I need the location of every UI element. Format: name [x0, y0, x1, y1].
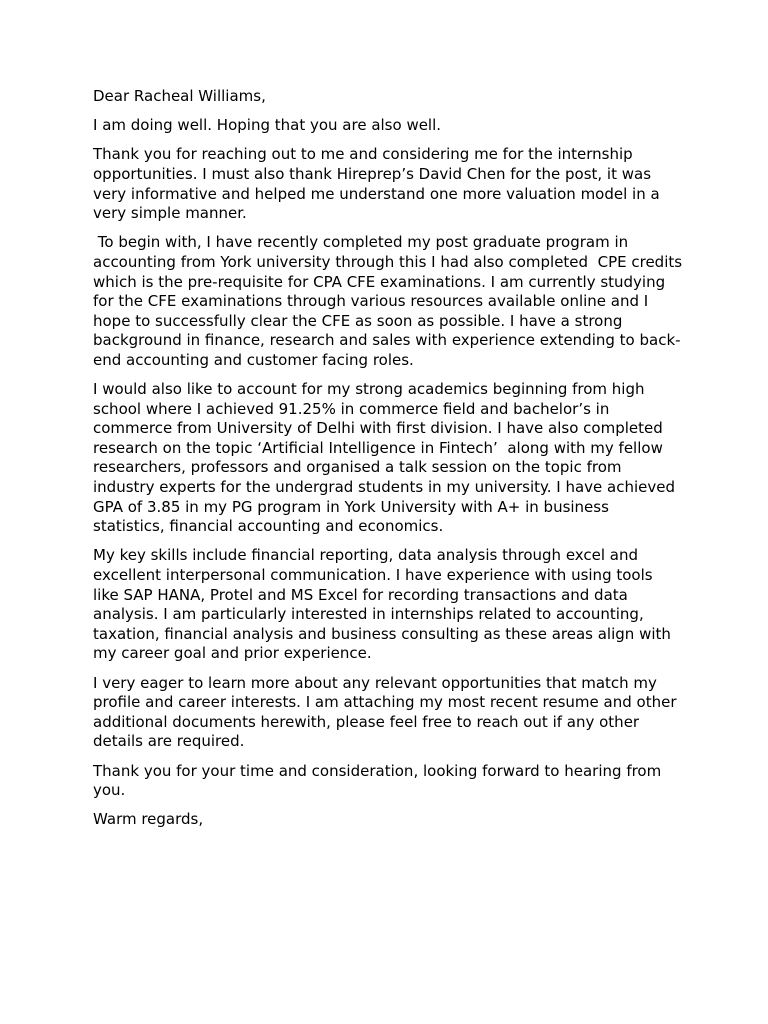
paragraph-closing-thanks: Thank you for your time and consideration, looking forward to hearing from you.	[93, 761, 667, 800]
letter-body	[93, 87, 687, 840]
salutation: Dear Racheal Williams,	[93, 87, 266, 105]
paragraph-greeting: I am doing well. Hoping that you are also well.	[93, 116, 442, 135]
paragraph-background: To begin with, I have recently completed my post graduate program in accounting from York university through this I had also completed CPE credits which is the pre-requisite for CPA CFE examinations. I am currently studying for the CFE examinations through various resources available online and I hope to successfully clear the CFE as soon as possible. I have a strong background in finance, research and sales with experience extending to back-end accounting and customer facing roles.	[93, 233, 687, 369]
paragraph-interest: I very eager to learn more about any relevant opportunities that match my profile and career interests. I am attaching my most recent resume and other additional documents herewith, please feel free to reach out if any other details are required.	[93, 673, 682, 751]
closing: Warm regards,	[93, 810, 204, 829]
paragraph-skills: My key skills include financial reporting, data analysis through excel and excellent interpersonal communication. I have experience with using tools like SAP HANA, Protel and MS Excel for recording transactions and data analysis. I am particularly interested in internships related to accounting, taxation, financial analysis and business consulting as these areas align with my career goal and prior experience.	[93, 546, 676, 663]
paragraph-thanks: Thank you for reaching out to me and considering me for the internship opportunities. I must also thank Hireprep’s David Chen for the post, it was very informative and helped me understand one more valuation model in a very simple manner.	[93, 145, 665, 223]
paragraph-academics: I would also like to account for my strong academics beginning from high school where I achieved 91.25% in commerce field and bachelor’s in commerce from University of Delhi with first division. I have also completed research on the topic ‘Artificial Intelligence in Fintech’ along with my fellow researchers, professors and organised a talk session on the topic from industry experts for the undergrad students in my university. I have achieved GPA of 3.85 in my PG program in York University with A+ in business statistics, financial accounting and economics.	[93, 380, 680, 536]
